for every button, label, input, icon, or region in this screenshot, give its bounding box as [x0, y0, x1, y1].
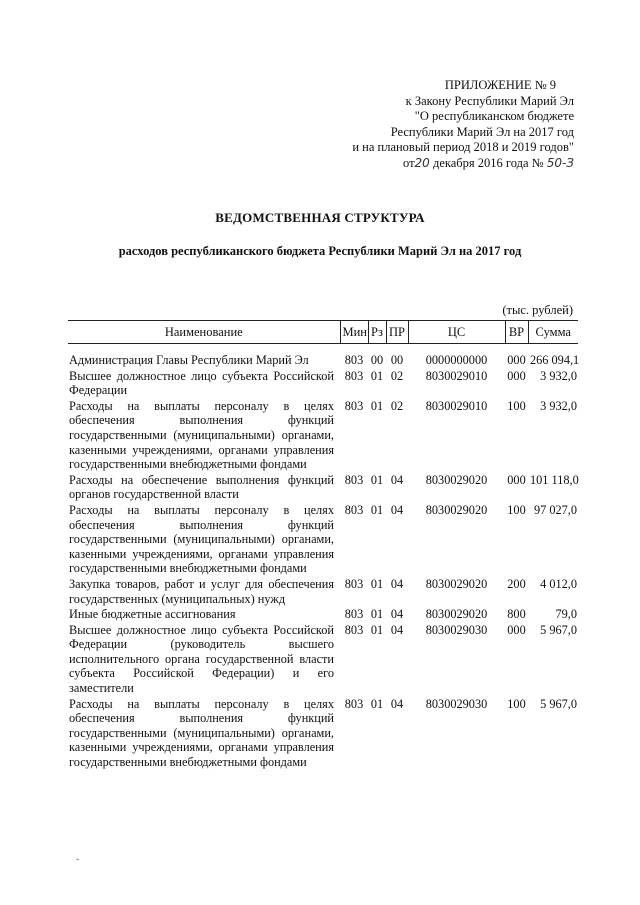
cell-cs: 8030029020 — [425, 502, 488, 517]
header-pr: ПР — [386, 321, 408, 344]
cell-min: 803 — [344, 607, 364, 622]
appendix-line: "О республиканском бюджете — [414, 109, 574, 123]
cell-vr: 000 — [507, 368, 526, 383]
cell-pr: 00 — [390, 353, 404, 367]
cell-vr: 000 — [507, 353, 526, 367]
cell-cs: 8030029010 — [425, 368, 488, 383]
cell-pr: 04 — [390, 622, 404, 637]
cell-pr: 04 — [390, 472, 404, 487]
appendix-block — [254, 78, 574, 171]
cell-name: Закупка товаров, работ и услуг для обеспечения государственных (муниципальных) нужд — [69, 576, 334, 606]
cell-cs: 8030029020 — [425, 576, 488, 591]
table-body — [68, 344, 578, 770]
table-row — [68, 398, 578, 472]
cell-vr: 800 — [507, 607, 526, 622]
cell-vr: 100 — [507, 502, 526, 517]
header-sum: Сумма — [528, 321, 578, 344]
cell-pr: 02 — [390, 368, 404, 383]
units-label: (тыс. рублей) — [502, 303, 573, 317]
table-row — [68, 472, 578, 502]
document-title: ВЕДОМСТВЕННАЯ СТРУКТУРА — [215, 210, 425, 225]
cell-name: Расходы на выплаты персоналу в целях обеспечения выполнения функций государственными (муниципальными) органами, казенными учреждениями, органами управления государственными внебюджетными фондами — [69, 696, 334, 770]
cell-name: Администрация Главы Республики Марий Эл — [69, 353, 309, 367]
cell-min: 803 — [344, 353, 364, 367]
table-row — [68, 344, 578, 368]
appendix-heading: ПРИЛОЖЕНИЕ № 9 — [444, 78, 556, 92]
cell-cs: 8030029020 — [425, 607, 488, 622]
budget-table — [68, 320, 578, 770]
cell-pr: 02 — [390, 398, 404, 413]
appendix-date-line — [254, 156, 574, 172]
table-row — [68, 696, 578, 770]
cell-cs: 0000000000 — [425, 353, 488, 367]
table-row — [68, 576, 578, 606]
cell-pr: 04 — [390, 696, 404, 711]
table-row — [68, 622, 578, 696]
cell-rz: 01 — [370, 696, 384, 711]
cell-rz: 01 — [370, 622, 384, 637]
cell-rz: 01 — [370, 502, 384, 517]
cell-sum: 5 967,0 — [540, 696, 577, 711]
cell-cs: 8030029010 — [425, 398, 488, 413]
cell-sum: 5 967,0 — [540, 622, 577, 637]
appendix-line: и на плановый период 2018 и 2019 годов" — [352, 140, 574, 154]
scan-mark: ˘ — [76, 858, 80, 869]
cell-cs: 8030029030 — [425, 696, 488, 711]
cell-min: 803 — [344, 576, 364, 591]
table-row — [68, 368, 578, 398]
cell-cs: 8030029020 — [425, 472, 488, 487]
document-subtitle: расходов республиканского бюджета Республики Марий Эл на 2017 год — [118, 244, 522, 258]
handwritten-law-number: 50-З — [546, 155, 574, 170]
cell-sum: 79,0 — [555, 607, 577, 622]
cell-rz: 01 — [370, 398, 384, 413]
header-name: Наименование — [68, 321, 340, 344]
cell-name: Расходы на обеспечение выполнения функций органов государственной власти — [69, 472, 334, 502]
handwritten-date-day: 20 — [414, 155, 430, 170]
cell-name: Иные бюджетные ассигнования — [69, 607, 236, 622]
header-min: Мин — [340, 321, 368, 344]
cell-vr: 100 — [507, 696, 526, 711]
cell-sum: 101 118,0 — [530, 472, 579, 487]
budget-table-container — [68, 320, 578, 770]
cell-rz: 01 — [370, 368, 384, 383]
cell-min: 803 — [344, 398, 364, 413]
cell-pr: 04 — [390, 502, 404, 517]
cell-sum: 3 932,0 — [540, 398, 577, 413]
table-row — [68, 502, 578, 576]
cell-rz: 01 — [370, 607, 384, 622]
cell-name: Расходы на выплаты персоналу в целях обеспечения выполнения функций государственными (муниципальными) органами, казенными учреждениями, органами управления государственными внебюджетными фондами — [69, 398, 334, 472]
cell-pr: 04 — [390, 607, 404, 622]
header-rz: Рз — [368, 321, 386, 344]
cell-rz: 01 — [370, 576, 384, 591]
cell-min: 803 — [344, 696, 364, 711]
cell-vr: 000 — [507, 622, 526, 637]
cell-vr: 100 — [507, 398, 526, 413]
cell-min: 803 — [344, 368, 364, 383]
cell-pr: 04 — [390, 576, 404, 591]
table-row — [68, 606, 578, 622]
header-cs: ЦС — [408, 321, 505, 344]
cell-min: 803 — [344, 622, 364, 637]
cell-sum: 266 094,1 — [530, 353, 580, 367]
cell-cs: 8030029030 — [425, 622, 488, 637]
cell-name: Высшее должностное лицо субъекта Российской Федерации (руководитель высшего исполнительного органа государственной власти субъекта Российской Федерации) и его заместители — [69, 622, 334, 696]
date-prefix: от — [402, 155, 415, 170]
cell-name: Расходы на выплаты персоналу в целях обеспечения выполнения функций государственными (муниципальными) органами, казенными учреждениями, органами управления государственными внебюджетными фондами — [69, 502, 334, 576]
cell-sum: 3 932,0 — [540, 368, 577, 383]
cell-vr: 200 — [507, 576, 526, 591]
date-text: декабря 2016 года № — [429, 155, 547, 170]
cell-min: 803 — [344, 472, 364, 487]
cell-sum: 97 027,0 — [533, 502, 577, 517]
cell-name: Высшее должностное лицо субъекта Российской Федерации — [69, 368, 334, 398]
appendix-line: к Закону Республики Марий Эл — [405, 93, 574, 108]
cell-sum: 4 012,0 — [540, 576, 577, 591]
header-vr: ВР — [505, 321, 528, 344]
table-header-row — [68, 321, 578, 344]
cell-min: 803 — [344, 502, 364, 517]
cell-vr: 000 — [507, 472, 526, 487]
cell-rz: 01 — [370, 472, 384, 487]
cell-rz: 00 — [370, 353, 384, 367]
appendix-line: Республики Марий Эл на 2017 год — [390, 124, 574, 139]
